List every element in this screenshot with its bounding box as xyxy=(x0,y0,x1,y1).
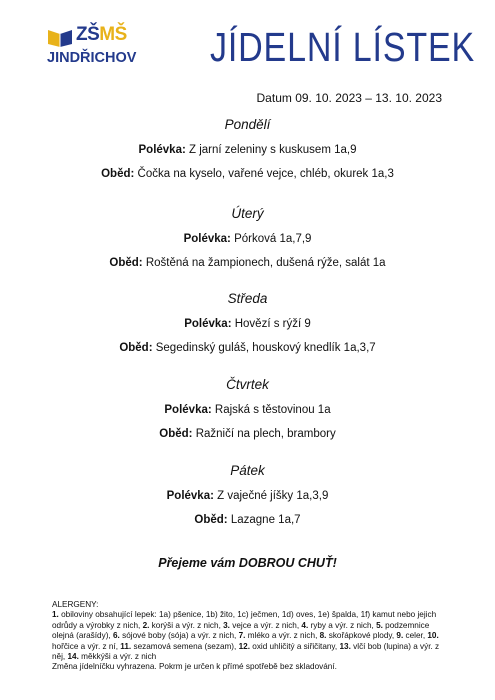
allergen-num: 14. xyxy=(67,652,79,662)
soup-label: Polévka: xyxy=(183,233,231,245)
allergen-num: 9. xyxy=(396,631,404,641)
main-text: Čočka na kyselo, vařené vejce, chléb, okurek 1a,3 xyxy=(134,168,394,180)
allergen-num: 8. xyxy=(319,631,327,641)
main-text: Ražničí na plech, brambory xyxy=(192,428,336,440)
day-name: Pondělí xyxy=(224,117,271,132)
logo-zs: ZŠ xyxy=(76,24,100,45)
allergen-num: 11. xyxy=(120,641,132,651)
bon-appetit-message: Přejeme vám DOBROU CHUŤ! xyxy=(158,556,337,570)
soup-line xyxy=(0,489,495,503)
date-range: Datum 09. 10. 2023 – 13. 10. 2023 xyxy=(256,91,442,105)
allergen-text: obiloviny obsahující lepek: 1a) pšenice, 1b) žito, 1c) ječmen, 1d) oves, 1e) špalda, 1f) kamut nebo jejich odrůdy a výrobky z nich, xyxy=(52,610,437,630)
soup-text: Z vaječné jíšky 1a,3,9 xyxy=(213,490,329,502)
main-label: Oběd: xyxy=(109,257,143,269)
day-monday xyxy=(0,117,495,181)
allergen-num: 10. xyxy=(427,631,439,641)
allergen-text: mléko a výr. z nich, xyxy=(245,631,320,641)
soup-text: Hovězí s rýží 9 xyxy=(231,318,311,330)
soup-label: Polévka: xyxy=(138,144,186,156)
allergen-text: podzemnice olejná (arašídy), xyxy=(52,620,430,641)
main-course-line xyxy=(0,427,495,441)
open-book-icon xyxy=(46,28,74,48)
day-wednesday xyxy=(0,291,495,355)
allergen-text: skořápkové plody, xyxy=(326,631,397,641)
main-label: Oběd: xyxy=(101,168,135,180)
soup-line xyxy=(0,317,495,331)
soup-text: Z jarní zeleniny s kuskusem 1a,9 xyxy=(185,144,357,156)
day-name: Pátek xyxy=(230,463,265,478)
logo-town: JINDŘICHOV xyxy=(47,50,137,66)
allergen-text: celer, xyxy=(403,631,428,641)
day-tuesday xyxy=(0,206,495,270)
main-text: Roštěná na žampionech, dušená rýže, salát 1a xyxy=(142,257,386,269)
allergen-num: 1. xyxy=(52,610,59,620)
soup-label: Polévka: xyxy=(166,490,214,502)
day-thursday xyxy=(0,377,495,441)
logo-ms: MŠ xyxy=(99,24,127,45)
menu-change-note: Změna jídelníčku vyhrazena. Pokrm je určen k přímé spotřebě bez skladování. xyxy=(52,662,337,672)
main-course-line xyxy=(0,513,495,527)
day-name: Úterý xyxy=(231,206,264,221)
allergen-num: 4. xyxy=(301,620,309,630)
allergen-num: 3. xyxy=(223,620,230,630)
allergen-text: korýši a výr. z nich, xyxy=(149,620,224,630)
allergen-num: 5. xyxy=(376,620,383,630)
allergen-text: hořčice a výr. z ní, xyxy=(52,641,121,651)
allergens-list xyxy=(52,610,450,662)
soup-line xyxy=(0,403,495,417)
logo-school-abbrev xyxy=(76,24,127,46)
soup-line xyxy=(0,232,495,246)
day-name: Středa xyxy=(227,291,268,306)
header xyxy=(0,0,495,90)
soup-text: Pórková 1a,7,9 xyxy=(230,233,312,245)
allergen-text: ryby a výr. z nich, xyxy=(308,620,377,630)
allergen-text: vejce a výr. z nich, xyxy=(229,620,302,630)
main-text: Segedinský guláš, houskový knedlík 1a,3,7 xyxy=(152,342,376,354)
main-label: Oběd: xyxy=(159,428,193,440)
allergen-num: 7. xyxy=(238,631,246,641)
main-label: Oběd: xyxy=(119,342,153,354)
allergen-num: 2. xyxy=(142,620,150,630)
school-logo xyxy=(46,24,136,72)
main-course-line xyxy=(0,256,495,270)
allergens-heading: ALERGENY: xyxy=(52,600,99,609)
soup-line xyxy=(0,143,495,157)
allergen-text: měkkýši a výr. z nich xyxy=(78,652,157,662)
main-course-line xyxy=(0,341,495,355)
allergen-text: oxid uhličitý a siřičitany, xyxy=(249,641,340,651)
allergen-num: 6. xyxy=(112,631,120,641)
allergen-text: sójové boby (sója) a výr. z nich, xyxy=(119,631,239,641)
main-label: Oběd: xyxy=(194,514,228,526)
allergen-text: vlčí bob (lupina) a výr. z něj, xyxy=(52,641,440,662)
allergens-section xyxy=(52,600,450,673)
main-text: Lazagne 1a,7 xyxy=(227,514,301,526)
soup-label: Polévka: xyxy=(184,318,232,330)
allergen-num: 12. xyxy=(238,641,250,651)
soup-label: Polévka: xyxy=(164,404,212,416)
page-title: JÍDELNÍ LÍSTEK xyxy=(210,24,476,70)
day-name: Čtvrtek xyxy=(226,377,269,392)
day-friday xyxy=(0,463,495,527)
soup-text: Rajská s těstovinou 1a xyxy=(211,404,331,416)
allergen-text: sezamová semena (sezam), xyxy=(131,641,239,651)
allergen-num: 13. xyxy=(339,641,351,651)
main-course-line xyxy=(0,167,495,181)
